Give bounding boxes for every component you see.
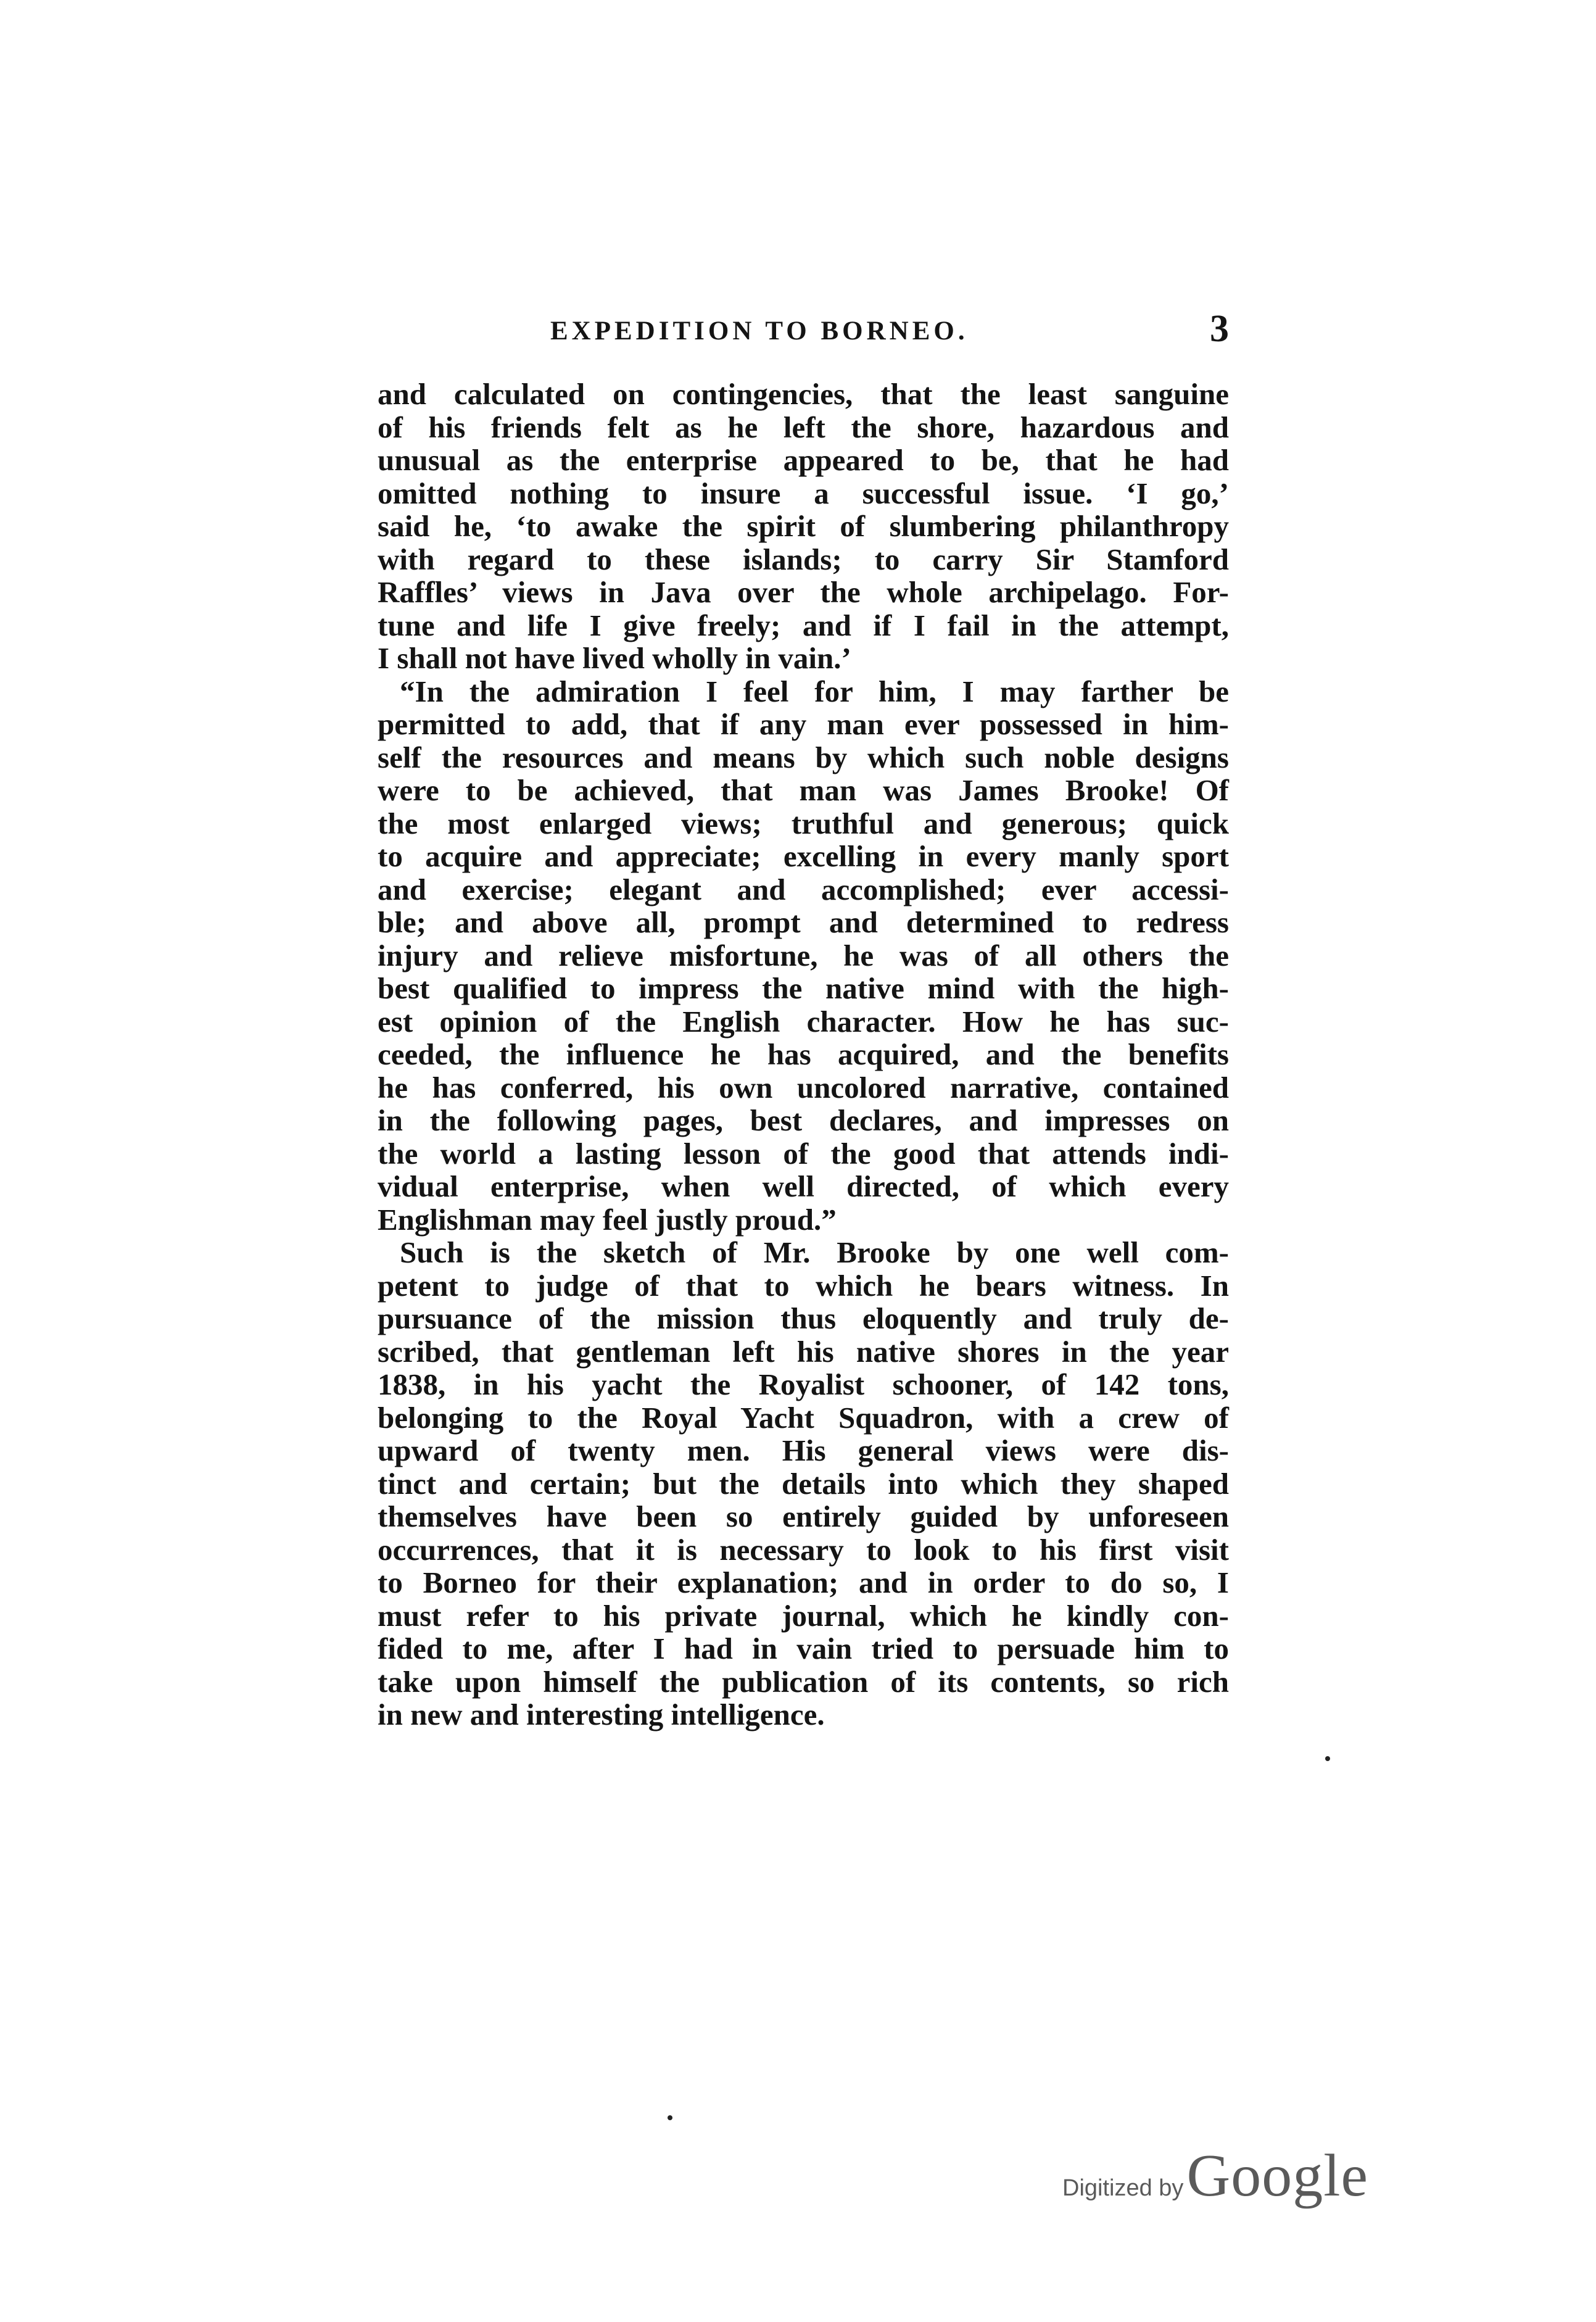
text-line: vidual enterprise, when well directed, of which every [378, 1169, 1229, 1203]
text-line: themselves have been so entirely guided by unforeseen [378, 1499, 1229, 1533]
text-line: est opinion of the English character. How he has suc- [378, 1004, 1229, 1039]
text-line: in the following pages, best declares, and impresses on [378, 1103, 1229, 1137]
stray-ink-mark [1325, 1756, 1330, 1761]
text-line: ble; and above all, prompt and determined to redress [378, 905, 1229, 939]
text-line: injury and relieve misfortune, he was of all others the [378, 938, 1229, 972]
text-line: petent to judge of that to which he bears witness. In [378, 1268, 1229, 1303]
text-line: unusual as the enterprise appeared to be, that he had [378, 443, 1229, 477]
digitized-by-google-watermark [1062, 2141, 1368, 2215]
running-title: EXPEDITION TO BORNEO. [550, 317, 969, 346]
text-line: “In the admiration I feel for him, I may farther be [400, 674, 1229, 708]
text-line: to acquire and appreciate; excelling in every manly sport [378, 839, 1229, 873]
text-line: scribed, that gentleman left his native shores in the year [378, 1334, 1229, 1369]
text-line: upward of twenty men. His general views were dis- [378, 1433, 1229, 1467]
digitized-by-label: Digitized by [1062, 2175, 1184, 2201]
text-line: belonging to the Royal Yacht Squadron, with a crew of [378, 1400, 1229, 1435]
text-line: occurrences, that it is necessary to look to his first visit [378, 1532, 1229, 1567]
text-line: the world a lasting lesson of the good that attends indi- [378, 1136, 1229, 1171]
text-line: take upon himself the publication of its contents, so rich [378, 1664, 1229, 1699]
text-line: Englishman may feel justly proud.” [378, 1202, 837, 1237]
text-line: best qualified to impress the native mind with the high- [378, 971, 1229, 1005]
text-line: must refer to his private journal, which he kindly con- [378, 1598, 1229, 1633]
text-line: permitted to add, that if any man ever possessed in him- [378, 707, 1229, 741]
google-logo: Google [1186, 2142, 1369, 2209]
text-line: tune and life I give freely; and if I fail in the attempt, [378, 608, 1229, 642]
text-line: were to be achieved, that man was James Brooke! Of [378, 773, 1229, 807]
text-line: Such is the sketch of Mr. Brooke by one well com- [400, 1235, 1229, 1269]
text-line: tinct and certain; but the details into which they shaped [378, 1466, 1229, 1501]
text-line: fided to me, after I had in vain tried to persuade him to [378, 1632, 1229, 1665]
text-line: to Borneo for their explanation; and in order to do so, I [378, 1565, 1229, 1599]
text-line: said he, ‘to awake the spirit of slumbering philanthropy [378, 509, 1229, 543]
page-number: 3 [1210, 308, 1229, 350]
running-head [378, 309, 1229, 358]
text-line: of his friends felt as he left the shore, hazardous and [378, 410, 1229, 444]
text-line: ceeded, the influence he has acquired, and the benefits [378, 1037, 1229, 1071]
text-line: omitted nothing to insure a successful issue. ‘I go,’ [378, 476, 1229, 510]
text-line: the most enlarged views; truthful and generous; quick [378, 806, 1229, 840]
stray-ink-mark [668, 2115, 672, 2120]
text-line: he has conferred, his own uncolored narrative, contained [378, 1070, 1229, 1105]
text-line: with regard to these islands; to carry Sir Stamford [378, 542, 1229, 576]
text-line: I shall not have lived wholly in vain.’ [378, 641, 851, 675]
text-line: pursuance of the mission thus eloquently and truly de- [378, 1301, 1229, 1335]
text-line: 1838, in his yacht the Royalist schooner, of 142 tons, [378, 1367, 1229, 1401]
text-line: and exercise; elegant and accomplished; ever accessi- [378, 872, 1229, 906]
text-line: self the resources and means by which such noble designs [378, 740, 1229, 774]
text-line: and calculated on contingencies, that the least sanguine [378, 377, 1229, 411]
text-line: Raffles’ views in Java over the whole archipelago. For- [378, 575, 1229, 609]
text-line: in new and interesting intelligence. [378, 1698, 825, 1731]
body-text [378, 378, 1229, 1731]
